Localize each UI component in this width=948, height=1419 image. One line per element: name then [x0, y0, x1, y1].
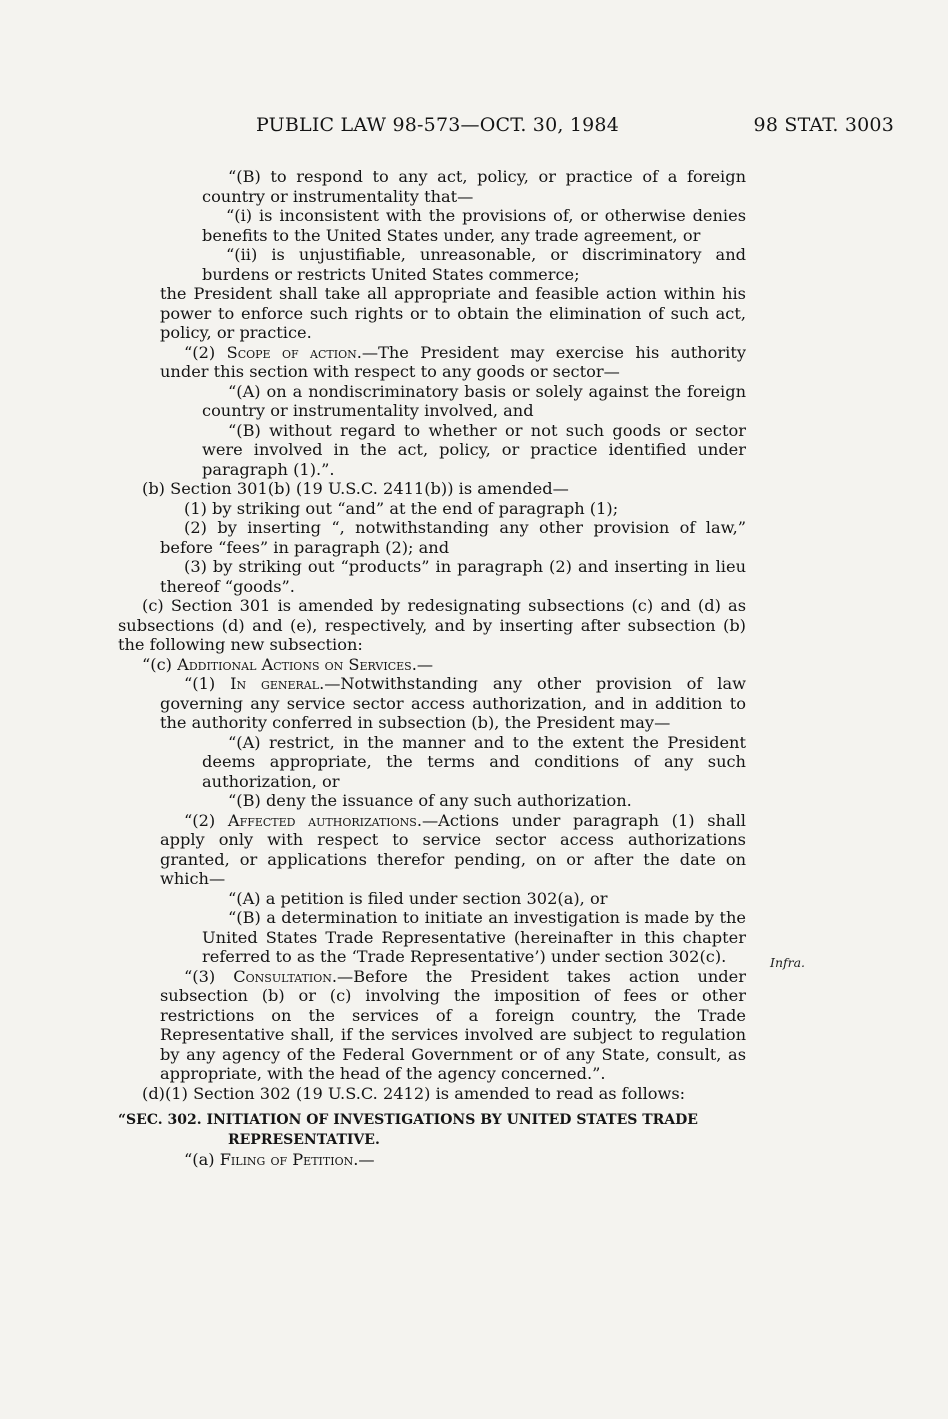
paragraph-section-b: (b) Section 301(b) (19 U.S.C. 2411(b)) is amended—: [142, 479, 569, 498]
paragraph-scope-b: “(B) without regard to whether or not such goods or sector were involved in the act, policy, or practice identified under paragraph (1).”.: [202, 420, 746, 479]
statute-page-number: 98 STAT. 3003: [753, 114, 894, 136]
paragraph-b-3: (3) by striking out “products” in paragraph (2) and inserting in lieu thereof “goods”.: [160, 557, 746, 596]
paragraph-consultation: “(3) Consultation.—Before the President takes action under subsection (b) or (c) involving the imposition of fees or other restrictions on the services of a foreign country, the Trade Representative shall, if the services involved are subject to regulation by any agency of the Federal Government or of any State, consult, as appropriate, with the head of the agency concerned.”.: [160, 966, 746, 1083]
paragraph-scope-a: “(A) on a nondiscriminatory basis or solely against the foreign country or instrumentality involved, and: [202, 381, 746, 420]
paragraph-b-2: (2) by inserting “, notwithstanding any other provision of law,” before “fees” in paragraph (2); and: [160, 518, 746, 557]
paragraph-deny: “(B) deny the issuance of any such authorization.: [228, 791, 632, 810]
section-302-heading: “SEC. 302. INITIATION OF INVESTIGATIONS BY UNITED STATES TRADE REPRESENTATIVE.: [118, 1112, 698, 1148]
heading-additional-actions: “(c) Additional Actions on Services.—: [142, 654, 434, 674]
paragraph-b-ii: “(ii) is unjustifiable, unreasonable, or discriminatory and burdens or restricts United States commerce;: [202, 245, 746, 284]
heading-filing-of-petition: “(a) Filing of Petition.—: [184, 1150, 375, 1169]
running-title: PUBLIC LAW 98-573—OCT. 30, 1984: [256, 114, 620, 136]
paragraph-determination: “(B) a determination to initiate an investigation is made by the United States Trade Representative (hereinafter in this chapter referred to as the ‘Trade Representative’) under section 302(c).: [202, 908, 746, 966]
margin-note-infra: Infra.: [770, 955, 806, 970]
paragraph-section-d: (d)(1) Section 302 (19 U.S.C. 2412) is amended to read as follows:: [142, 1083, 686, 1103]
paragraph-b-1: (1) by striking out “and” at the end of paragraph (1);: [184, 498, 619, 518]
paragraph-section-c: (c) Section 301 is amended by redesignating subsections (c) and (d) as subsections (d) and (e), respectively, and by inserting after subsection (b) the following new subsection:: [118, 596, 746, 654]
paragraph-president-action: the President shall take all appropriate and feasible action within his power to enforce such rights or to obtain the elimination of such act, policy, or practice.: [160, 284, 746, 342]
paragraph-b-i: “(i) is inconsistent with the provisions of, or otherwise denies benefits to the United States under, any trade agreement, or: [202, 206, 746, 245]
paragraph-restrict: “(A) restrict, in the manner and to the extent the President deems appropriate, the terms and conditions of any such authorization, or: [202, 732, 746, 791]
body-text: [118, 167, 746, 1170]
paragraph-b-respond: “(B) to respond to any act, policy, or practice of a foreign country or instrumentality that—: [202, 167, 746, 206]
paragraph-scope-of-action: “(2) Scope of action.—The President may exercise his authority under this section with respect to any goods or sector—: [160, 342, 746, 381]
paragraph-petition-filed: “(A) a petition is filed under section 302(a), or: [228, 888, 608, 908]
page-header: [0, 114, 948, 144]
paragraph-affected-authorizations: “(2) Affected authorizations.—Actions under paragraph (1) shall apply only with respect to service sector access authorizations granted, or applications therefor pending, on or after the date on which—: [160, 810, 746, 888]
paragraph-in-general: “(1) In general.—Notwithstanding any other provision of law governing any service sector access authorization, and in addition to the authority conferred in subsection (b), the President may—: [160, 674, 746, 732]
